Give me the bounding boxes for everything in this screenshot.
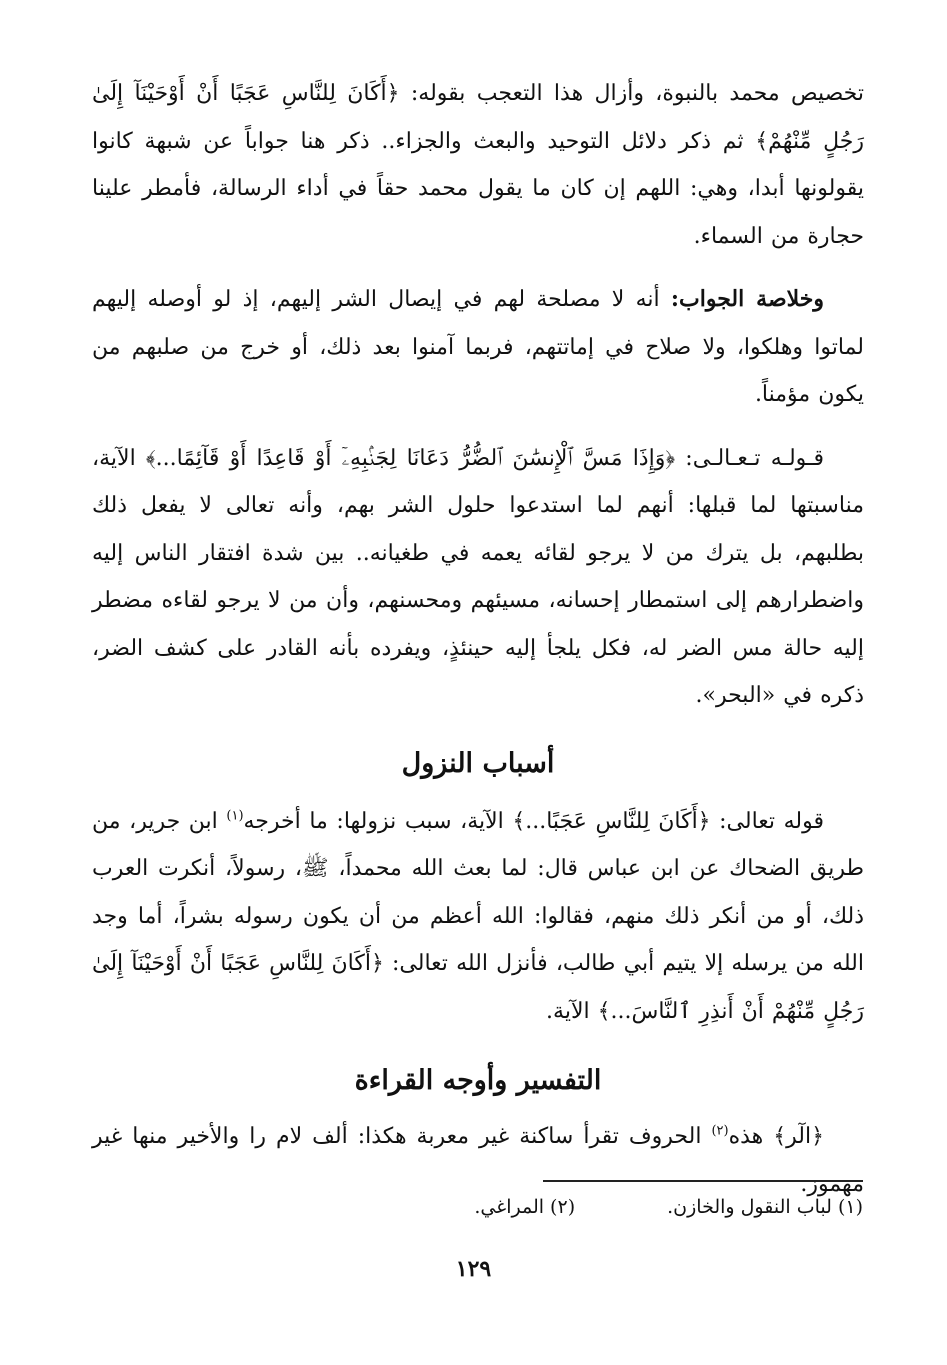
- paragraph-2: [92, 276, 864, 419]
- page-number: ١٢٩: [455, 1256, 492, 1282]
- paragraph-4: [92, 798, 864, 1036]
- page-body: [92, 70, 864, 1224]
- paragraph-5-text-a: ﴿الٓر﴾ هذه: [728, 1124, 825, 1149]
- footnote-1: (١) لباب النقول والخازن.: [667, 1196, 863, 1218]
- heading-asbab-al-nuzul: أسباب النزول: [401, 747, 555, 779]
- paragraph-5: [92, 1113, 864, 1208]
- paragraph-1: [92, 70, 864, 260]
- paragraph-2-text: أنه لا مصلحة لهم في إيصال الشر إليهم، إذ لو أوصله إليهم لماتوا وهلكوا، ولا صلاح في إماتتهم، فربما آمنوا بعد ذلك، أو خرج من صلبهم من يكون مؤمناً.: [92, 287, 864, 407]
- paragraph-4-text-a: قوله تعالى: ﴿أَكَانَ لِلنَّاسِ عَجَبًا...﴾ الآية، سبب نزولها: ما أخرجه: [243, 808, 824, 834]
- paragraph-1-text: تخصيص محمد بالنبوة، وأزال هذا التعجب بقوله: ﴿أَكَانَ لِلنَّاسِ عَجَبًا أَنْ أَوْحَيْنَآ إِلَىٰ رَجُلٍ مِّنْهُمْ﴾ ثم ذكر دلائل التوحيد والبعث والجزاء.. ذكر هنا جواباً عن شبهة كانوا يقولونها أبدا، وهي: اللهم إن كان ما يقول محمد حقاً في أداء الرسالة، فأمطر علينا حجارة من السماء.: [92, 81, 864, 249]
- paragraph-4-text-b: ابن جرير، من طريق الضحاك عن ابن عباس قال: لما بعث الله محمداً، ﷺ، رسولاً، أنكرت العرب ذلك، أو من أنكر ذلك منهم، فقالوا: الله أعظم من أن يكون رسوله بشراً، أما وجد الله من يرسله إلا يتيم أبي طالب، فأنزل الله تعالى: ﴿أَكَانَ لِلنَّاسِ عَجَبًا أَنْ أَوْحَيْنَآ إِلَىٰ رَجُلٍ مِّنْهُمْ أَنْ أَنذِرِ ٱلنَّاسَ...﴾ الآية.: [92, 808, 864, 1024]
- footnote-ref-2: (٢): [711, 1123, 729, 1139]
- footnotes: [303, 1196, 863, 1218]
- footnote-2: (٢) المراغي.: [474, 1196, 576, 1218]
- footnote-divider: [543, 1180, 863, 1182]
- paragraph-3: [92, 435, 864, 720]
- paragraph-5-text-b: الحروف تقرأ ساكنة غير معربة هكذا: ألف لام را والأخير منها غير مهموز.: [92, 1124, 864, 1197]
- answer-summary-label: وخلاصة الجواب:: [670, 286, 824, 312]
- paragraph-3-text: قـولـه تـعـالـى: ﴿وَإِذَا مَسَّ ٱلْإِنسَٰنَ ٱلضُّرُّ دَعَانَا لِجَنۢبِهِۦٓ أَوْ قَاعِدًا أَوْ قَآئِمًا...﴾ الآية، مناسبتها لما قبلها: أنهم لما استدعوا حلول الشر بهم، وأنه تعالى لا يفعل ذلك بطلبهم، بل يترك من لا يرجو لقائه يعمه في طغيانه.. بين شدة افتقار الناس إليه واضطرارهم إلى استمطار إحسانه، مسيئهم ومحسنهم، وأن من لا يرجو لقاءه مضطر إليه حالة مس الضر له، فكل يلجأ إليه حينئذٍ، ويفرده بأنه القادر على كشف الضر، ذكره في «البحر».: [92, 445, 864, 708]
- heading-tafsir: التفسير وأوجه القراءة: [354, 1065, 602, 1096]
- footnote-ref-1: (١): [226, 808, 244, 824]
